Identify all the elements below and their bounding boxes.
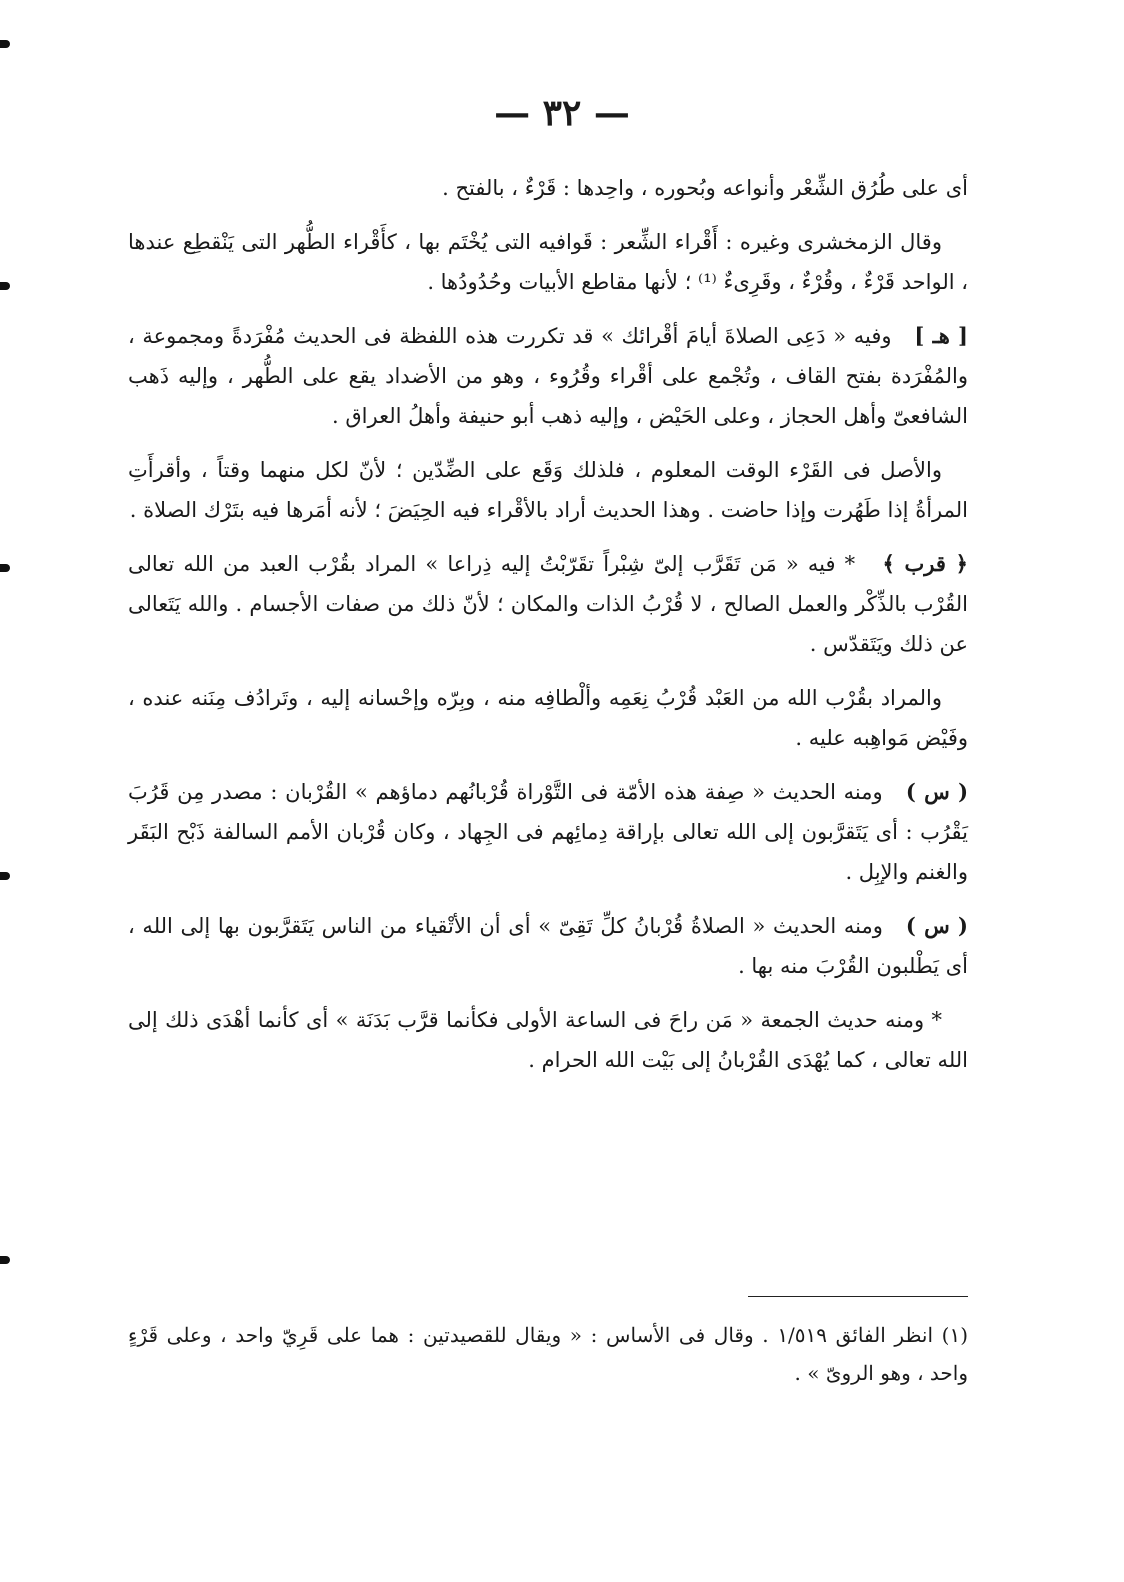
paragraph-text: والأصل فى القَرْء الوقت المعلوم ، فلذلك وَقَع على الضِّدّين ؛ لأنّ لكل منهما وقتاً ، وأقرأَتِ المرأةُ إذا طَهُرت وإذا حاضت . وهذا الحديث أراد بالأقْراء فيه الحِيَضَ ؛ لأنه أمَرها فيه بتَرْك الصلاة .	[128, 458, 968, 522]
paragraph	[128, 450, 968, 530]
paragraph	[128, 1000, 968, 1080]
entry-tag: [ هـ ]	[914, 323, 968, 348]
scan-edge-mark	[0, 282, 10, 290]
paragraph	[128, 168, 968, 208]
paragraph-text: وفيه « دَعِى الصلاةَ أيامَ أقْرائك » قد تكررت هذه اللفظة فى الحديث مُفْرَدةً ومجموعة ، والمُفْرَدة بفتح القاف ، وتُجْمع على أقْراء وقُرُوء ، وهو من الأضداد يقع على الطُّهر ، وإليه ذَهب الشافعىّ وأهل الحجاز ، وعلى الحَيْض ، وإليه ذهب أبو حنيفة وأهلُ العراق .	[128, 324, 968, 428]
page-number: — ٣٢ —	[494, 92, 630, 134]
paragraph-text: أى على طُرُق الشِّعْر وأنواعه وبُحوره ، واحِدها : قَرْءٌ ، بالفتح .	[442, 176, 968, 200]
paragraph-text: ومنه الحديث « الصلاةُ قُرْبانُ كلِّ تَقِىّ » أى أن الأتْقياء من الناس يَتَقرَّبون بها إلى الله ، أى يَطْلبون القُرْبَ منه بها .	[128, 914, 968, 978]
footnote-divider	[748, 1296, 968, 1297]
paragraph-text: ومنه الحديث « صِفة هذه الأمّة فى التَّوْراة قُرْبانُهم دماؤهم » القُرْبان : مصدر مِن قَرُبَ يَقْرُب : أى يَتَقرَّبون إلى الله تعالى بإراقة دِمائِهم فى الجِهاد ، وكان قُرْبان الأمم السالفة ذَبْح البَقَر والغنم والإبِل .	[128, 780, 968, 884]
scan-edge-mark	[0, 40, 10, 48]
scan-edge-mark	[0, 872, 10, 880]
footnotes	[128, 1316, 968, 1392]
footnote	[128, 1316, 968, 1392]
paragraph	[128, 222, 968, 302]
entry-tag: ( س )	[905, 913, 968, 938]
footnote-text: (١) انظر الفائق ١/٥١٩ . وقال فى الأساس : « ويقال للقصيدتين : هما على قَرِيّ واحد ، وعلى قَرْءٍ واحد ، وهو الروىّ » .	[128, 1323, 969, 1385]
paragraph	[128, 906, 968, 986]
entry-tag: ( س )	[905, 779, 969, 804]
scan-edge-mark	[0, 1256, 10, 1264]
paragraph	[128, 678, 968, 758]
entry-heading: ﴿ قرب ﴾	[882, 551, 968, 576]
main-text	[128, 168, 968, 1094]
paragraph	[128, 544, 968, 664]
paragraph-text: * فيه « مَن تَقَرَّب إلىّ شِبْراً تقَرّبْتُ إليه ذِراعا » المراد بقُرْب العبد من الله تعالى القُرْب بالذِّكْر والعمل الصالح ، لا قُرْبُ الذات والمكان ؛ لأنّ ذلك من صفات الأجسام . والله يَتَعالى عن ذلك ويَتَقدّس .	[128, 552, 968, 656]
scan-edge-mark	[0, 564, 10, 572]
paragraph-text: * ومنه حديث الجمعة « مَن راحَ فى الساعة الأولى فكأنما قرَّب بَدَنَة » أى كأنما أهْدَى ذلك إلى الله تعالى ، كما يُهْدَى القُرْبانُ إلى بَيْت الله الحرام .	[128, 1008, 968, 1072]
paragraph	[128, 316, 968, 436]
paragraph-text: وقال الزمخشرى وغيره : أَقْراء الشِّعر : قَوافيه التى يُخْتَم بها ، كأَقْراء الطُّهر التى يَنْقطِع عندها ، الواحد قَرْءٌ ، وقُرْءٌ ، وقَرِىءٌ ⁽¹⁾ ؛ لأنها مقاطع الأبيات وحُدُودُها .	[128, 230, 968, 294]
paragraph-text: والمراد بقُرْب الله من العَبْد قُرْبُ نِعَمِه وألْطافِه منه ، وبِرّه وإحْسانه إليه ، وتَرادُف مِنَنه عنده ، وفَيْض مَواهِبه عليه .	[128, 686, 968, 750]
paragraph	[128, 772, 968, 892]
